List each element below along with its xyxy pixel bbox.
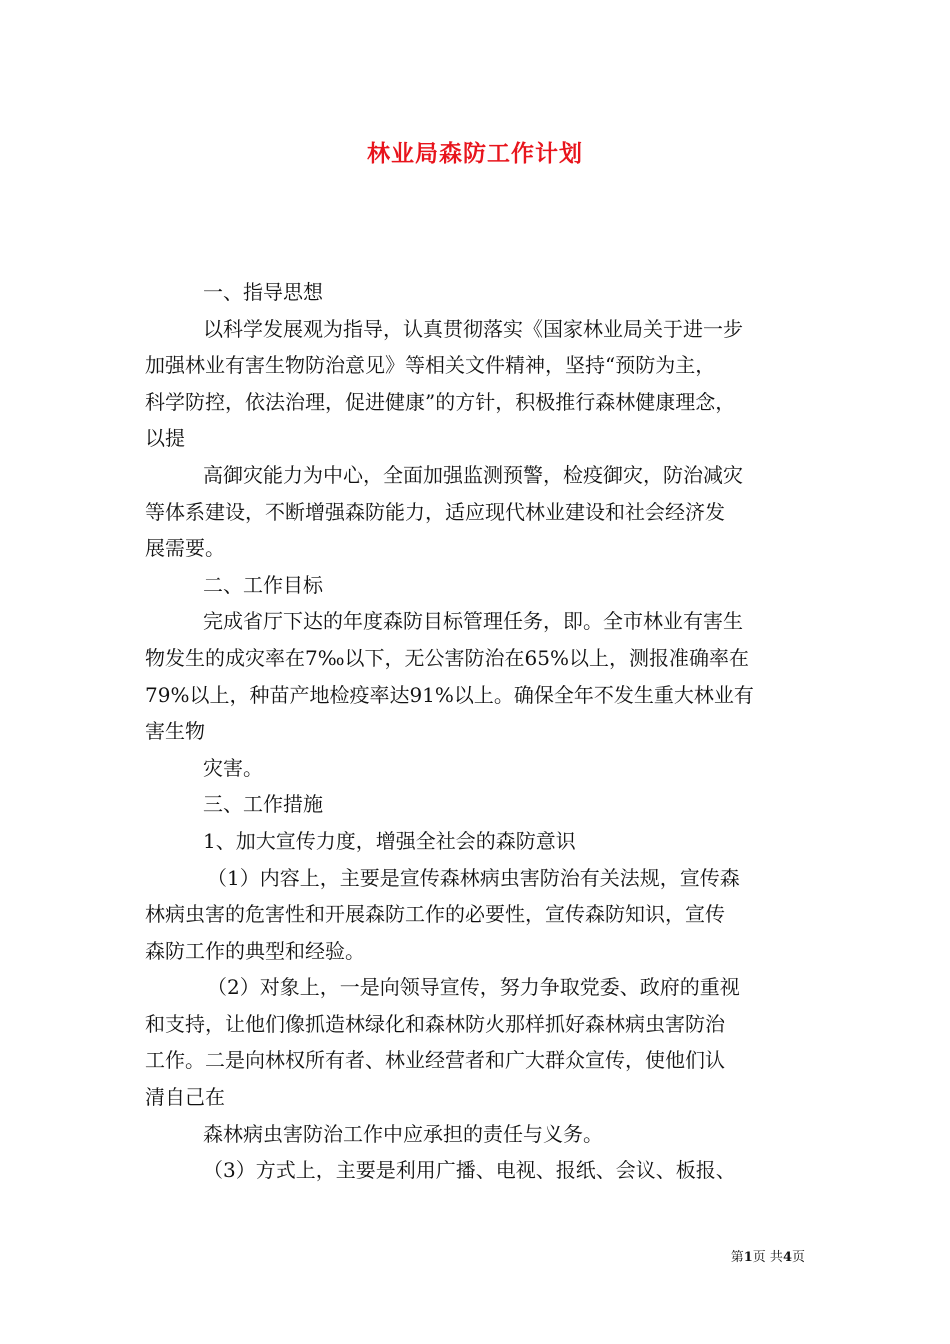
paragraph-line: 林病虫害的危害性和开展森防工作的必要性，宣传森防知识，宣传 xyxy=(145,902,725,927)
paragraph-line: 以科学发展观为指导，认真贯彻落实《国家林业局关于进一步 xyxy=(203,316,743,341)
document-body xyxy=(145,274,811,1189)
total-page-number: 4 xyxy=(782,1250,792,1265)
paragraph-line: 以提 xyxy=(145,426,185,451)
paragraph-line: 森防工作的典型和经验。 xyxy=(145,938,365,963)
paragraph-line: 害生物 xyxy=(145,719,205,744)
footer-suffix: 页 xyxy=(791,1250,805,1265)
section-heading: 一、指导思想 xyxy=(203,280,323,304)
paragraph-line: 科学防控，依法治理，促进健康”的方针，积极推行森林健康理念， xyxy=(145,389,736,414)
paragraph-line: （3）方式上，主要是利用广播、电视、报纸、会议、板报、 xyxy=(203,1158,736,1183)
current-page-number: 1 xyxy=(743,1250,753,1265)
paragraph-line: 高御灾能力为中心，全面加强监测预警，检疫御灾，防治减灾 xyxy=(203,462,743,487)
paragraph-line: 物发生的成灾率在7‰以下，无公害防治在65%以上，测报准确率在 xyxy=(145,645,750,670)
paragraph-line: 展需要。 xyxy=(145,536,225,561)
subsection-heading: 1、加大宣传力度，增强全社会的森防意识 xyxy=(203,828,576,853)
paragraph-line: 和支持，让他们像抓造林绿化和森林防火那样抓好森林病虫害防治 xyxy=(145,1011,725,1036)
paragraph-line: 灾害。 xyxy=(203,755,263,780)
page-footer xyxy=(0,1246,805,1265)
paragraph-line: 加强林业有害生物防治意见》等相关文件精神，坚持“预防为主， xyxy=(145,353,716,378)
footer-middle: 页 共 xyxy=(752,1250,783,1265)
section-heading: 二、工作目标 xyxy=(203,572,323,597)
paragraph-line: （2）对象上，一是向领导宣传，努力争取党委、政府的重视 xyxy=(207,975,740,1000)
paragraph-line: 79%以上，种苗产地检疫率达91%以上。确保全年不发生重大林业有 xyxy=(145,682,754,707)
paragraph-line: （1）内容上，主要是宣传森林病虫害防治有关法规，宣传森 xyxy=(207,865,740,890)
footer-prefix: 第 xyxy=(730,1250,744,1265)
paragraph-line: 工作。二是向林权所有者、林业经营者和广大群众宣传，使他们认 xyxy=(145,1048,725,1073)
paragraph-line: 等体系建设，不断增强森防能力，适应现代林业建设和社会经济发 xyxy=(145,499,725,524)
paragraph-line: 清自己在 xyxy=(145,1085,225,1110)
paragraph-line: 完成省厅下达的年度森防目标管理任务，即。全市林业有害生 xyxy=(203,609,743,634)
paragraph-line: 森林病虫害防治工作中应承担的责任与义务。 xyxy=(203,1121,603,1146)
document-title: 林业局森防工作计划 xyxy=(367,140,583,167)
section-heading: 三、工作措施 xyxy=(203,792,323,817)
